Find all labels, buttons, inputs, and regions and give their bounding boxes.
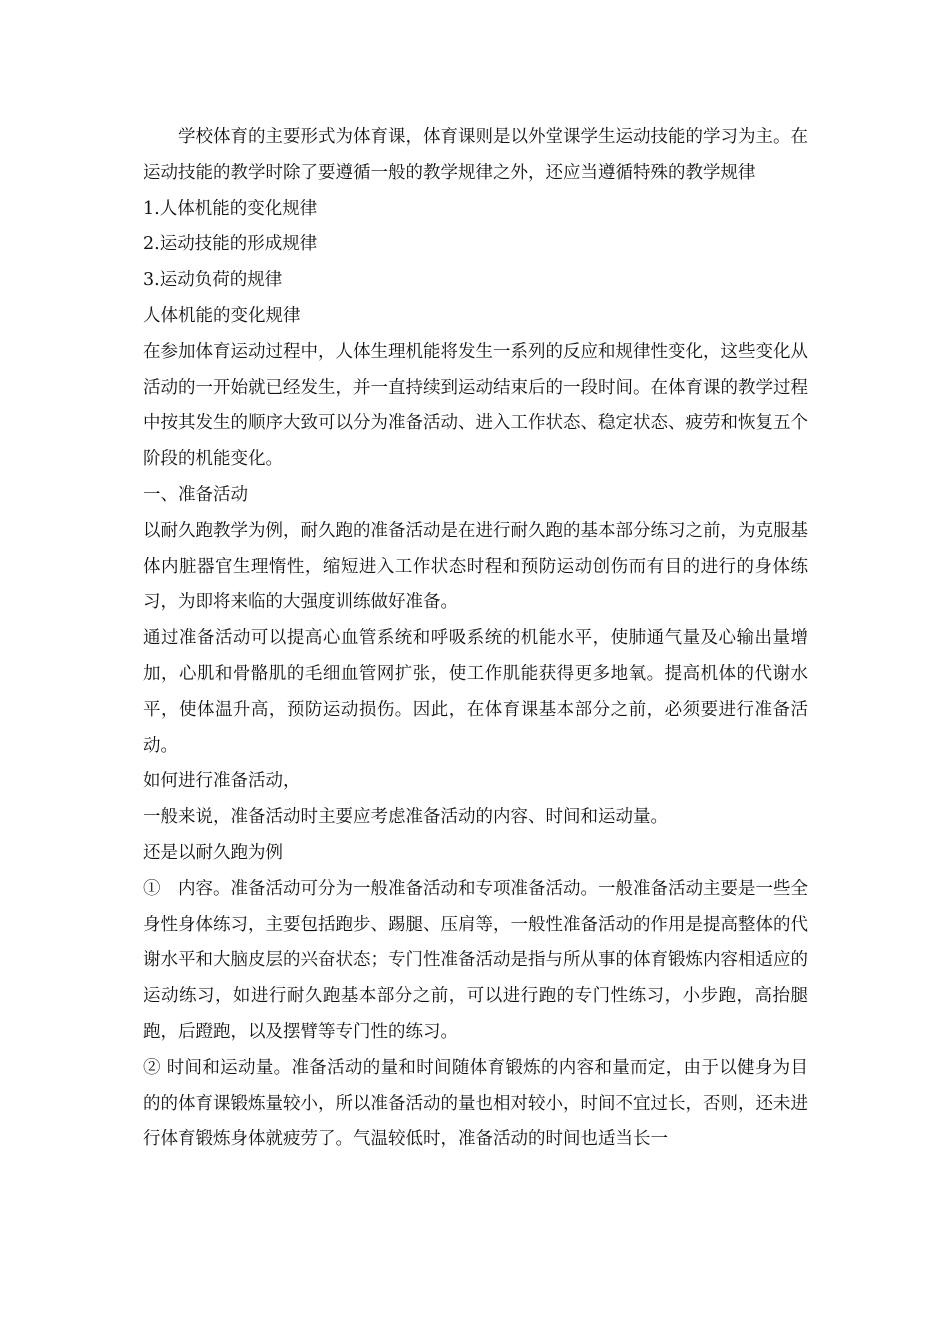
paragraph-warmup-benefits: 通过准备活动可以提高心血管系统和呼吸系统的机能水平，使肺通气量及心输出量增加，心肌和骨骼肌的毛细血管网扩张，使工作肌能获得更多地氧。提高机体的代谢水平，使体温升高，预防运动损伤。因此，在体育课基本部分之前，必须要进行准备活动。: [143, 628, 808, 756]
paragraph-time-and-load: ② 时间和运动量。准备活动的量和时间随体育锻炼的内容和量而定，由于以健身为目的的体育课锻炼量较小，所以准备活动的量也相对较小，时间不宜过长，否则，还未进行体育锻炼身体就疲劳了。气温较低时，准备活动的时间也适当长一: [143, 1057, 808, 1150]
section-heading-warmup: 一、准备活动: [143, 484, 248, 505]
document-body: [143, 120, 808, 1158]
paragraph-warmup-considerations: 一般来说，准备活动时主要应考虑准备活动的内容、时间和运动量。: [143, 807, 668, 828]
list-item-1: 1.人体机能的变化规律: [143, 198, 318, 219]
intro-paragraph: 学校体育的主要形式为体育课，体育课则是以外堂课学生运动技能的学习为主。在运动技能的教学时除了要遵循一般的教学规律之外，还应当遵循特殊的教学规律: [143, 127, 808, 183]
paragraph-endurance-example: 还是以耐久跑为例: [143, 842, 283, 863]
list-item-3: 3.运动负荷的规律: [143, 270, 283, 291]
list-item-2: 2.运动技能的形成规律: [143, 234, 318, 255]
paragraph-warmup-example: 以耐久跑教学为例，耐久跑的准备活动是在进行耐久跑的基本部分练习之前，为克服基体内脏器官生理惰性，缩短进入工作状态时程和预防运动创伤而有目的进行的身体练习，为即将来临的大强度训练做好准备。: [143, 520, 808, 613]
paragraph-content: ① 内容。准备活动可分为一般准备活动和专项准备活动。一般准备活动主要是一些全身性身体练习，主要包括跑步、踢腿、压肩等，一般性准备活动的作用是提高整体的代谢水平和大脑皮层的兴奋状态；专门性准备活动是指与所从事的体育锻炼内容相适应的运动练习，如进行耐久跑基本部分之前，可以进行跑的专门性练习，小步跑，高抬腿跑，后蹬跑，以及摆臂等专门性的练习。: [143, 878, 808, 1042]
section-heading-body-function: 人体机能的变化规律: [143, 305, 301, 326]
paragraph-how-to-warmup: 如何进行准备活动，: [143, 771, 301, 792]
paragraph-body-function: 在参加体育运动过程中，人体生理机能将发生一系列的反应和规律性变化，这些变化从活动的一开始就已经发生，并一直持续到运动结束后的一段时间。在体育课的教学过程中按其发生的顺序大致可以分为准备活动、进入工作状态、稳定状态、疲劳和恢复五个阶段的机能变化。: [143, 341, 808, 470]
